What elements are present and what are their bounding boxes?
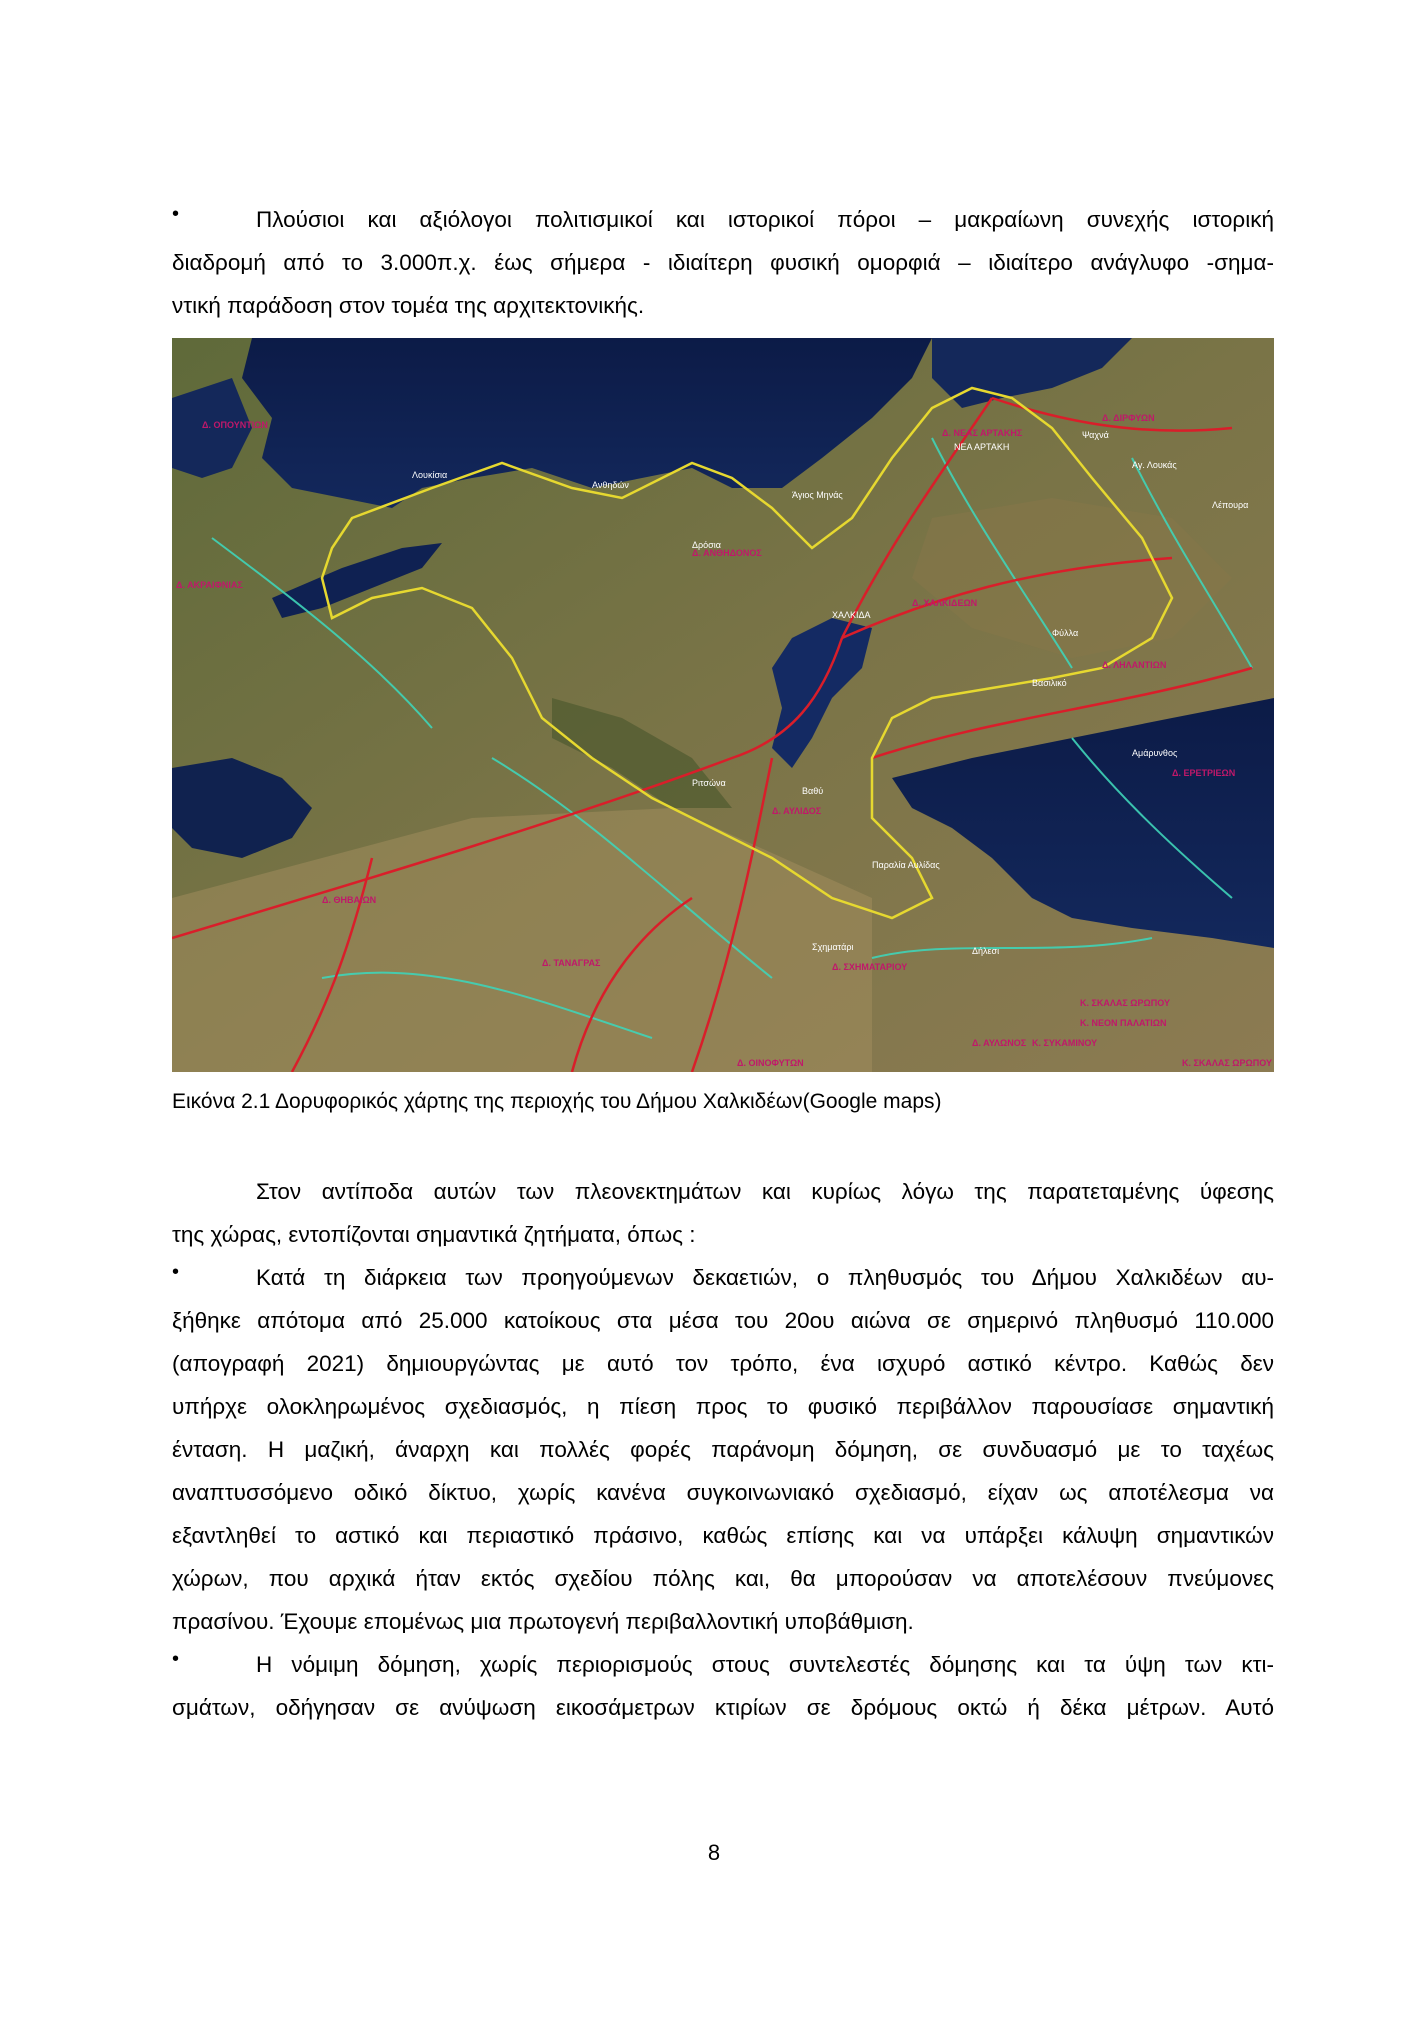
map-label: Δ. ΟΠΟΥΝΤΙΩΝ bbox=[202, 420, 268, 430]
text-line: ντική παράδοση στον τομέα της αρχιτεκτονικής. bbox=[172, 293, 645, 318]
map-label: Δ. ΑΥΛΙΔΟΣ bbox=[772, 806, 822, 816]
bullet-marker: • bbox=[172, 1261, 180, 1283]
text-line: Στον αντίποδα αυτών των πλεονεκτημάτων και κυρίως λόγω της παρατεταμένης ύφεσης bbox=[256, 1179, 1274, 1204]
map-label: Δ. ΘΗΒΑΙΩΝ bbox=[322, 895, 377, 905]
map-label: Σχηματάρι bbox=[812, 942, 854, 952]
map-label: ΧΑΛΚΙΔΑ bbox=[832, 610, 871, 620]
map-label: Άγιος Μηνάς bbox=[792, 490, 843, 500]
bullet-item-heritage bbox=[172, 198, 1274, 327]
map-label: Κ. ΣΥΚΑΜΙΝΟΥ bbox=[1032, 1038, 1098, 1048]
bullet-marker: • bbox=[172, 1648, 180, 1670]
map-label: Δ. ΝΕΑΣ ΑΡΤΑΚΗΣ bbox=[942, 428, 1023, 438]
map-label: Δ. ΤΑΝΑΓΡΑΣ bbox=[542, 958, 601, 968]
map-label: Δ. ΕΡΕΤΡΙΕΩΝ bbox=[1172, 768, 1236, 778]
map-label: Αμάρυνθος bbox=[1132, 748, 1178, 758]
text-line: Η νόμιμη δόμηση, χωρίς περιορισμούς στους συντελεστές δόμησης και τα ύψη των κτι- bbox=[256, 1652, 1274, 1677]
text-line: διαδρομή από το 3.000π.χ. έως σήμερα - ιδιαίτερη φυσική ομορφιά – ιδιαίτερο ανάγλυφο -σημα- bbox=[172, 250, 1274, 275]
text-line: ξήθηκε απότομα από 25.000 κατοίκους στα μέσα του 20ου αιώνα σε σημερινό πληθυσμό 110.000 bbox=[172, 1308, 1274, 1333]
map-label: Κ. ΣΚΑΛΑΣ ΩΡΩΠΟΥ bbox=[1080, 998, 1170, 1008]
map-graphic bbox=[172, 338, 1274, 1072]
map-label: Φύλλα bbox=[1052, 628, 1079, 638]
text-line: (απογραφή 2021) δημιουργώντας με αυτό τον τρόπο, ένα ισχυρό αστικό κέντρο. Καθώς δεν bbox=[172, 1351, 1274, 1376]
map-label: Λουκίσια bbox=[412, 470, 448, 480]
page-number: 8 bbox=[707, 1840, 721, 1865]
map-label: Δ. ΣΧΗΜΑΤΑΡΙΟΥ bbox=[832, 962, 908, 972]
map-label: ΝΕΑ ΑΡΤΑΚΗ bbox=[954, 442, 1010, 452]
map-label: Δρόσια bbox=[692, 540, 721, 550]
text-line: σμάτων, οδήγησαν σε ανύψωση εικοσάμετρων κτιρίων σε δρόμους οκτώ ή δέκα μέτρων. Αυτό bbox=[172, 1695, 1274, 1720]
map-label: Βασιλικό bbox=[1032, 678, 1067, 688]
map-label: Δήλεσι bbox=[972, 946, 1000, 956]
figure-caption: Εικόνα 2.1 Δορυφορικός χάρτης της περιοχής του Δήμου Χαλκιδέων(Google maps) bbox=[172, 1090, 942, 1113]
map-label: Δ. ΑΚΡΑΙΦΝΙΑΣ bbox=[176, 580, 243, 590]
map-label: Αγ. Λουκάς bbox=[1132, 460, 1177, 470]
map-label: Δ. ΛΗΛΑΝΤΙΩΝ bbox=[1102, 660, 1167, 670]
bullet-item-population bbox=[172, 1256, 1274, 1643]
text-line: ένταση. Η μαζική, άναρχη και πολλές φορές παράνομη δόμηση, σε συνδυασμό με το ταχέως bbox=[172, 1437, 1274, 1462]
text-line: χώρων, που αρχικά ήταν εκτός σχεδίου πόλης και, θα μπορούσαν να αποτελέσουν πνεύμονες bbox=[172, 1566, 1274, 1591]
map-label: Ψαχνά bbox=[1082, 430, 1109, 440]
map-label: Δ. ΧΑΛΚΙΔΕΩΝ bbox=[912, 598, 978, 608]
map-label: Ριτσώνα bbox=[692, 778, 726, 788]
bullet-marker: • bbox=[172, 203, 180, 225]
text-line: αναπτυσσόμενο οδικό δίκτυο, χωρίς κανένα συγκοινωνιακό σχεδιασμό, είχαν ως αποτέλεσμα να bbox=[172, 1480, 1274, 1505]
text-line: της χώρας, εντοπίζονται σημαντικά ζητήματα, όπως : bbox=[172, 1222, 696, 1247]
map-label: Λέπουρα bbox=[1212, 500, 1249, 510]
paragraph-issues-intro bbox=[172, 1170, 1274, 1256]
map-label: Βαθύ bbox=[802, 786, 824, 796]
bullet-item-building bbox=[172, 1643, 1274, 1729]
map-label: Δ. ΔΙΡΦΥΩΝ bbox=[1102, 413, 1155, 423]
map-label: Δ. ΑΝΘΗΔΟΝΟΣ bbox=[692, 548, 762, 558]
text-line: Κατά τη διάρκεια των προηγούμενων δεκαετιών, ο πληθυσμός του Δήμου Χαλκιδέων αυ- bbox=[256, 1265, 1274, 1290]
map-label: Κ. ΝΕΟΝ ΠΑΛΑΤΙΩΝ bbox=[1080, 1018, 1167, 1028]
map-label: Παραλία Αυλίδας bbox=[872, 860, 940, 870]
map-label: Δ. ΟΙΝΟΦΥΤΩΝ bbox=[737, 1058, 804, 1068]
map-label: Ανθηδών bbox=[592, 480, 629, 490]
text-line: υπήρχε ολοκληρωμένος σχεδιασμός, η πίεση προς το φυσικό περιβάλλον παρουσίασε σημαντική bbox=[172, 1394, 1274, 1419]
map-label: Δ. ΑΥΛΩΝΟΣ bbox=[972, 1038, 1027, 1048]
text-line: πρασίνου. Έχουμε επομένως μια πρωτογενή περιβαλλοντική υποβάθμιση. bbox=[172, 1609, 914, 1634]
satellite-map bbox=[172, 338, 1274, 1072]
text-line: εξαντληθεί το αστικό και περιαστικό πράσινο, καθώς επίσης και να υπάρξει κάλυψη σημαντικών bbox=[172, 1523, 1274, 1548]
map-label: Κ. ΣΚΑΛΑΣ ΩΡΩΠΟΥ bbox=[1182, 1058, 1272, 1068]
text-line: Πλούσιοι και αξιόλογοι πολιτισμικοί και ιστορικοί πόροι – μακραίωνη συνεχής ιστορική bbox=[256, 207, 1274, 232]
